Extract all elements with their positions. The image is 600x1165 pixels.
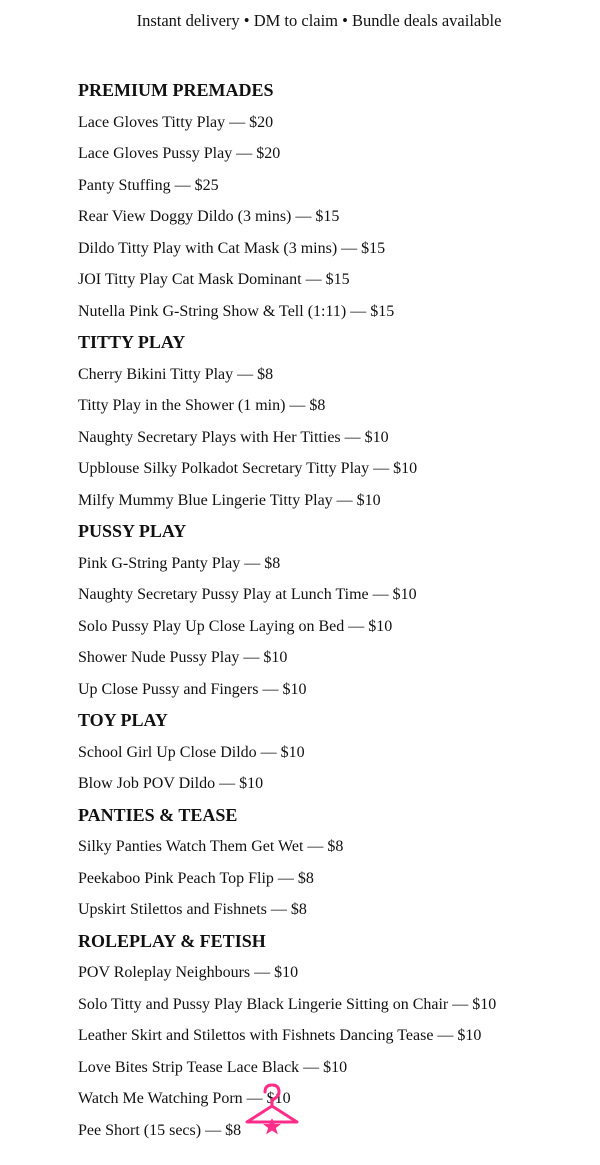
section-heading: PREMIUM PREMADES: [78, 80, 274, 100]
list-item: Leather Skirt and Stilettos with Fishnets Dancing Tease — $10: [78, 1027, 482, 1044]
section-heading: TITTY PLAY: [78, 332, 186, 352]
list-item: Cherry Bikini Titty Play — $8: [78, 365, 274, 383]
list-item: Milfy Mummy Blue Lingerie Titty Play — $10: [78, 491, 381, 509]
list-item: Peekaboo Pink Peach Top Flip — $8: [78, 869, 314, 887]
list-item: Blow Job POV Dildo — $10: [78, 775, 264, 792]
list-item: Naughty Secretary Plays with Her Titties — $10: [78, 428, 389, 446]
list-item: JOI Titty Play Cat Mask Dominant — $15: [78, 271, 350, 288]
list-item: POV Roleplay Neighbours — $10: [78, 964, 299, 981]
tagline: Instant delivery • DM to claim • Bundle deals available: [136, 11, 502, 30]
section-heading: ROLEPLAY & FETISH: [78, 930, 266, 951]
section-premium-premades: [78, 75, 588, 327]
list-item: Silky Panties Watch Them Get Wet — $8: [78, 838, 344, 855]
list-item: Dildo Titty Play with Cat Mask (3 mins) — $15: [78, 239, 386, 257]
list-item: Solo Titty and Pussy Play Black Lingerie Sitting on Chair — $10: [78, 995, 497, 1013]
section-heading: PANTIES & TEASE: [78, 804, 238, 825]
list-item: Nutella Pink G-String Show & Tell (1:11) — $15: [78, 302, 395, 320]
list-item: Upblouse Silky Polkadot Secretary Titty Play — $10: [78, 460, 418, 477]
list-item: Watch Me Watching Porn — $10: [78, 1090, 291, 1107]
hanger-icon: [243, 1082, 301, 1140]
list-item: Lace Gloves Pussy Play — $20: [78, 145, 281, 162]
section-pussy-play: [78, 516, 588, 705]
list-item: Love Bites Strip Tease Lace Black — $10: [78, 1058, 348, 1076]
list-item: Panty Stuffing — $25: [78, 176, 219, 194]
price-list: [78, 75, 588, 1146]
section-heading: PUSSY PLAY: [78, 521, 187, 541]
list-item: Titty Play in the Shower (1 min) — $8: [78, 397, 326, 414]
list-item: Lace Gloves Titty Play — $20: [78, 113, 274, 131]
list-item: Naughty Secretary Pussy Play at Lunch Time — $10: [78, 586, 417, 603]
list-item: Rear View Doggy Dildo (3 mins) — $15: [78, 208, 340, 225]
section-heading: TOY PLAY: [78, 710, 168, 730]
list-item: Up Close Pussy and Fingers — $10: [78, 680, 307, 698]
list-item: Shower Nude Pussy Play — $10: [78, 649, 288, 666]
list-item: Pee Short (15 secs) — $8: [78, 1121, 242, 1139]
list-item: Solo Pussy Play Up Close Laying on Bed — $10: [78, 617, 393, 635]
list-item: School Girl Up Close Dildo — $10: [78, 743, 305, 761]
list-item: Pink G-String Panty Play — $8: [78, 554, 281, 572]
section-panties-tease: [78, 800, 588, 926]
section-titty-play: [78, 327, 588, 516]
section-toy-play: [78, 705, 588, 800]
section-roleplay-fetish: [78, 926, 588, 1147]
list-item: Upskirt Stilettos and Fishnets — $8: [78, 901, 307, 918]
